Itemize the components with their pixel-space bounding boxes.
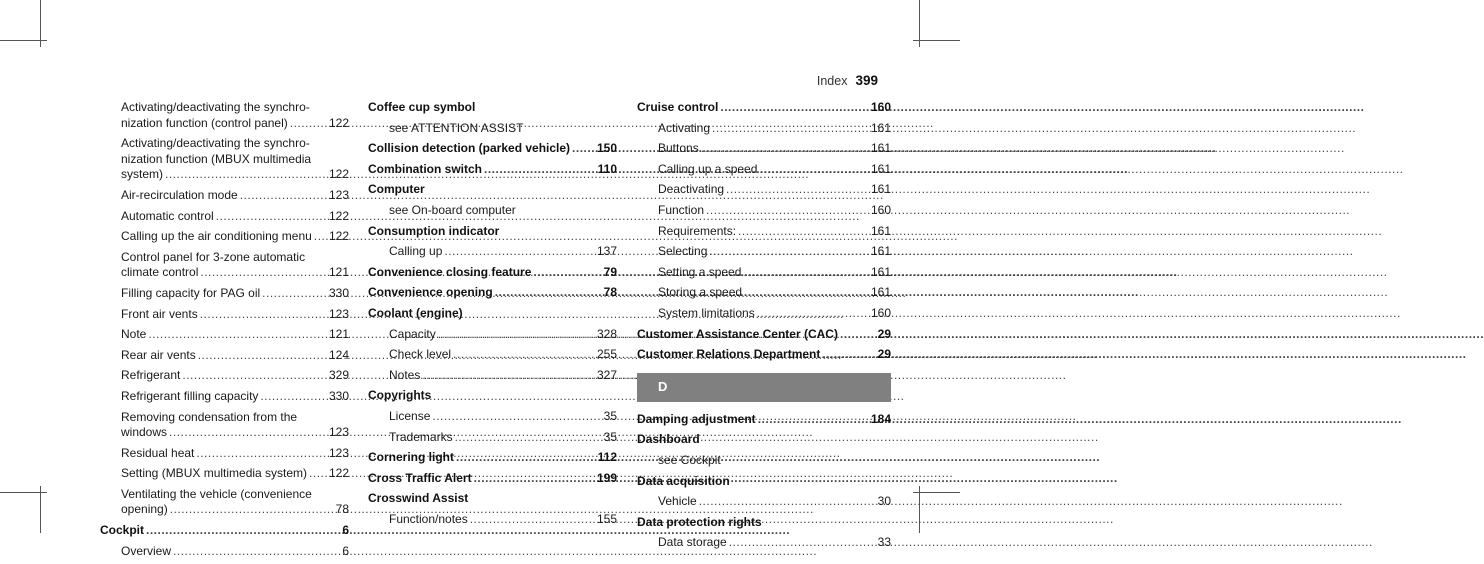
crop-mark [913,492,960,493]
entry-text: Convenience opening [368,285,493,300]
page-ref[interactable]: 123 [328,187,349,202]
page-ref[interactable]: 161 [870,141,891,156]
entry-text: Activating/deactivating the synchro- [121,136,310,151]
page-header [817,73,878,88]
page-ref[interactable]: 160 [870,305,891,320]
index-subentry[interactable] [368,203,617,219]
page-ref[interactable]: 328 [596,326,617,341]
page-ref[interactable]: 122 [328,167,349,182]
index-subentry[interactable] [368,244,617,260]
leader-dots [290,116,327,132]
page-ref[interactable]: 112 [597,450,617,465]
entry-text: Note [121,327,147,342]
entry-text: Requirements: [658,223,737,238]
entry-text: Damping adjustment [637,411,756,426]
index-subentry[interactable] [368,409,617,425]
entry-text: Automatic control [121,208,214,223]
index-subentry[interactable] [637,244,891,260]
index-subentry[interactable] [100,487,349,518]
entry-text: nization function (MBUX multimedia [121,151,312,166]
index-entry[interactable] [637,327,891,343]
leader-dots [200,265,327,281]
page-ref[interactable]: 160 [870,202,891,217]
entry-text: Capacity [389,326,436,341]
leader-dots [196,446,327,462]
page-ref[interactable]: 29 [877,326,891,341]
entry-text: Check level [389,347,452,362]
leader-dots [148,327,327,343]
leader-dots [432,409,601,425]
leader-dots [759,162,869,178]
leader-dots [699,494,875,510]
index-subentry[interactable] [368,327,617,343]
leader-dots [484,162,596,178]
entry-text: Cruise control [637,100,719,114]
entry-text: Removing condensation from the [121,409,298,424]
page-ref[interactable]: 199 [596,470,617,485]
page-ref[interactable]: 30 [877,494,891,509]
index-subentry[interactable] [100,466,349,482]
leader-dots [572,141,595,157]
page-ref[interactable]: 78 [335,502,349,517]
index-subentry[interactable] [100,446,349,462]
crop-mark [40,486,41,533]
page-ref[interactable]: 6 [342,543,349,558]
entry-text: Computer [368,182,425,197]
entry-text: Cross Traffic Alert [368,470,472,485]
page-ref[interactable]: 255 [596,347,617,362]
entry-text: Function/notes [389,511,468,526]
entry-text: Coffee cup symbol [368,100,476,114]
index-subentry[interactable] [368,512,617,528]
entry-text: Ventilating the vehicle (convenience [121,486,312,501]
entry-text: Calling up [389,244,443,259]
index-entry[interactable] [368,265,617,281]
entry-text: Activating [658,120,711,135]
index-subentry[interactable] [637,306,891,322]
index-entry[interactable] [368,306,617,322]
entry-text: opening) [121,502,168,517]
page-ref[interactable]: 123 [328,306,349,321]
index-subentry[interactable] [637,494,891,510]
entry-text: Cornering light [368,450,454,465]
index-entry[interactable] [368,491,617,507]
entry-text: Collision detection (parked vehicle) [368,141,571,156]
index-subentry[interactable] [637,141,891,157]
index-entry[interactable] [100,523,349,539]
entry-text: Consumption indicator [368,223,500,238]
leader-dots [146,523,333,539]
index-entry[interactable] [368,285,617,301]
entry-text: Buttons [658,141,699,156]
page-ref[interactable]: 35 [603,429,617,444]
index-entry[interactable] [637,515,891,531]
page-ref[interactable]: 6 [342,523,349,538]
index-subentry[interactable] [368,121,617,137]
entry-text: Dashboard [637,432,700,447]
page-ref[interactable]: 150 [596,141,617,156]
index-entry[interactable] [368,141,617,157]
index-entry[interactable] [637,347,891,363]
entry-text: Data acquisition [637,473,730,488]
index-subentry[interactable] [637,224,891,240]
index-entry[interactable] [368,471,617,487]
leader-dots [758,412,869,428]
page-ref[interactable]: 161 [870,161,891,176]
page-ref[interactable]: 124 [328,347,349,362]
index-subentry[interactable] [637,162,891,178]
entry-text: Filling capacity for PAG oil [121,285,261,300]
entry-text: Calling up the air conditioning menu [121,229,312,244]
leader-dots [314,229,327,245]
leader-dots [169,425,327,441]
entry-text: see ATTENTION ASSIST [389,120,524,135]
page-ref[interactable]: 327 [596,367,617,382]
index-subentry[interactable] [100,286,349,302]
page-ref[interactable]: 160 [870,100,891,114]
index-subentry[interactable] [100,544,349,560]
leader-dots [726,182,869,198]
entry-text: Setting (MBUX multimedia system) [121,466,308,481]
page-ref[interactable]: 78 [603,285,617,300]
leader-dots [533,265,601,281]
leader-dots [200,307,327,323]
index-subentry[interactable] [368,430,617,446]
leader-dots [422,368,595,384]
page-ref[interactable]: 122 [328,115,349,130]
index-subentry[interactable] [637,285,891,301]
leader-dots [474,471,595,487]
index-subentry[interactable] [100,368,349,384]
index-subentry[interactable] [637,121,891,137]
page-number: 399 [855,73,878,88]
leader-dots [470,512,595,528]
entry-text: see On-board computer [389,202,516,217]
entry-text: windows [121,425,168,440]
leader-dots [453,347,595,363]
leader-dots [495,285,601,301]
leader-dots [738,224,869,240]
index-subentry[interactable] [368,347,617,363]
index-entry[interactable] [368,162,617,178]
leader-dots [840,327,875,343]
page-ref[interactable]: 121 [328,265,349,280]
entry-text: Function [658,202,705,217]
entry-text: Crosswind Assist [368,491,469,506]
page-ref[interactable]: 33 [877,535,891,550]
index-entry[interactable] [637,474,891,490]
page-ref[interactable]: 122 [328,229,349,244]
entry-text: climate control [121,265,199,280]
entry-text: Control panel for 3-zone automatic [121,249,306,264]
leader-dots [720,100,869,116]
entry-text: Storing a speed [658,285,743,300]
index-subentry[interactable] [100,389,349,405]
index-entry[interactable] [368,100,617,116]
page-ref[interactable]: 161 [870,120,891,135]
page-ref[interactable]: 184 [870,411,891,426]
page-ref[interactable]: 329 [328,368,349,383]
index-subentry[interactable] [637,203,891,219]
index-entry[interactable] [637,100,891,116]
entry-text: Combination switch [368,161,482,176]
index-entry[interactable] [637,412,891,428]
index-subentry[interactable] [100,209,349,225]
leader-dots [262,286,327,302]
leader-dots [170,502,333,518]
entry-text: Overview [121,543,172,558]
leader-dots [455,430,601,446]
page-ref[interactable]: 123 [328,425,349,440]
index-column-2 [368,100,617,532]
entry-text: Calling up a speed [658,161,758,176]
page-ref[interactable]: 29 [877,347,891,362]
leader-dots [712,121,869,137]
index-entry[interactable] [368,388,617,404]
index-entry[interactable] [368,224,617,240]
entry-text: Cockpit [100,523,145,538]
entry-text: see Cockpit [658,452,721,467]
index-subentry[interactable] [100,327,349,343]
index-subentry[interactable] [637,182,891,198]
page-ref[interactable]: 122 [328,466,349,481]
leader-dots [260,389,327,405]
leader-dots [165,167,327,183]
page-ref[interactable]: 161 [870,223,891,238]
leader-dots [240,188,327,204]
index-subentry[interactable] [100,136,349,183]
entry-text: system) [121,167,163,182]
index-subentry[interactable] [100,348,349,364]
leader-dots [216,209,327,225]
entry-text: Deactivating [658,182,725,197]
index-subentry[interactable] [100,250,349,281]
page-ref[interactable]: 35 [603,408,617,423]
leader-dots [743,265,869,281]
page-ref[interactable]: 79 [603,264,617,279]
entry-text: System limitations [658,305,755,320]
leader-dots [709,244,869,260]
leader-dots [173,544,333,560]
entry-text: Vehicle [658,494,697,509]
leader-dots [757,306,869,322]
page-ref[interactable]: 161 [870,264,891,279]
entry-text: Coolant (engine) [368,305,463,320]
section-letter-heading: D [637,373,891,402]
index-subentry[interactable] [100,229,349,245]
page-ref[interactable]: 161 [870,285,891,300]
entry-text: Customer Assistance Center (CAC) [637,326,838,341]
page-ref[interactable]: 122 [328,208,349,223]
leader-dots [706,203,869,219]
leader-dots [701,141,869,157]
leader-dots [444,244,595,260]
entry-text: Trademarks [389,429,453,444]
leader-dots [744,285,869,301]
page-ref[interactable]: 123 [328,445,349,460]
entry-text: Setting a speed [658,264,742,279]
entry-text: Residual heat [121,445,195,460]
header-label: Index [816,74,848,88]
index-subentry[interactable] [100,188,349,204]
leader-dots [309,466,327,482]
index-column-3 [637,100,891,556]
page-ref[interactable]: 161 [870,244,891,259]
page-ref[interactable]: 161 [870,182,891,197]
index-subentry[interactable] [637,265,891,281]
entry-text: nization function (control panel) [121,115,288,130]
page-ref[interactable]: 121 [328,327,349,342]
leader-dots [182,368,327,384]
crop-mark [0,40,47,41]
entry-text: Customer Relations Department [637,347,821,362]
entry-text: Notes [389,367,421,382]
entry-text: Air-recirculation mode [121,187,238,202]
entry-text: Activating/deactivating the synchro- [121,100,310,114]
index-entry[interactable] [637,432,891,448]
crop-mark [913,40,960,41]
entry-text: Selecting [658,244,708,259]
page-ref[interactable]: 155 [596,511,617,526]
entry-text: Rear air vents [121,347,196,362]
index-column-1 [100,100,349,564]
leader-dots [198,348,327,364]
entry-text: Data protection rights [637,514,762,529]
entry-text: Front air vents [121,306,198,321]
leader-dots [456,450,596,466]
index-subentry[interactable] [637,453,891,469]
index-subentry[interactable] [637,535,891,551]
entry-text: Convenience closing feature [368,264,532,279]
crop-mark [0,492,47,493]
entry-text: License [389,408,431,423]
leader-dots [438,327,595,343]
entry-text: Refrigerant [121,368,181,383]
index-subentry[interactable] [100,410,349,441]
index-subentry[interactable] [100,100,349,131]
index-entry[interactable] [368,450,617,466]
page-ref[interactable]: 330 [328,285,349,300]
index-entry[interactable] [368,182,617,198]
leader-dots [822,347,875,363]
index-subentry[interactable] [100,307,349,323]
page-ref[interactable]: 110 [597,161,617,176]
page-ref[interactable]: 137 [596,244,617,259]
entry-text: Copyrights [368,388,432,403]
page-ref[interactable]: 330 [328,388,349,403]
index-subentry[interactable] [368,368,617,384]
entry-text: Refrigerant filling capacity [121,388,259,403]
entry-text: Data storage [658,535,727,550]
leader-dots [729,535,875,551]
